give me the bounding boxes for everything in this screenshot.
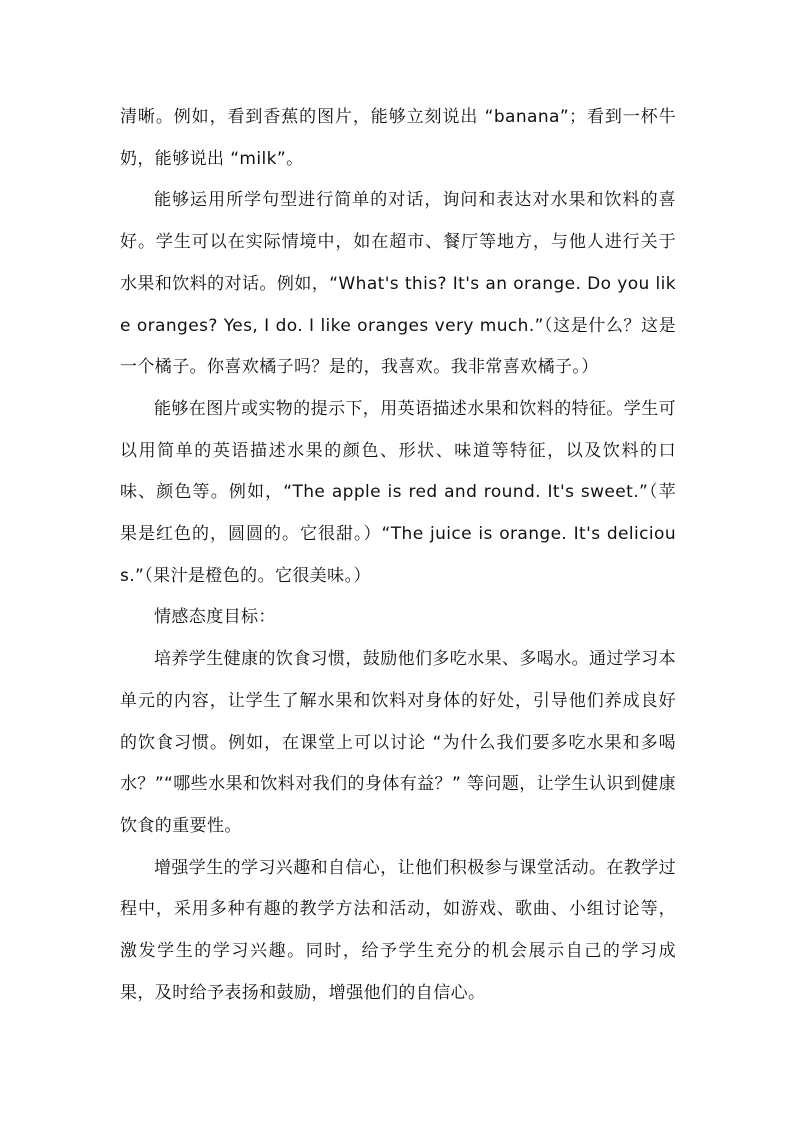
paragraph-description-goal: 能够在图片或实物的提示下，用英语描述水果和饮料的特征。学生可以用简单的英语描述水果的颜色、形状、味道等特征，以及饮料的口味、颜色等。例如，“The apple is red and round. It's sweet.”（苹果是红色的，圆圆的。它很甜。）“The juice is orange. It's delicious.”（果汁是橙色的。它很美味。） (120, 398, 676, 586)
paragraph-fruit-words: 清晰。例如，看到香蕉的图片，能够立刻说出 “banana”；看到一杯牛奶，能够说出 “milk”。 (120, 107, 676, 169)
document-page (120, 97, 676, 1014)
paragraph-healthy-eating: 培养学生健康的饮食习惯，鼓励他们多吃水果、多喝水。通过学习本单元的内容，让学生了解水果和饮料对身体的好处，引导他们养成良好的饮食习惯。例如，在课堂上可以讨论 “为什么我们要多吃水果和多喝水？”“哪些水果和饮料对我们的身体有益？” 等问题，让学生认识到健康饮食的重要性。 (120, 649, 676, 836)
paragraph-interest-confidence: 增强学生的学习兴趣和自信心，让他们积极参与课堂活动。在教学过程中，采用多种有趣的教学方法和活动，如游戏、歌曲、小组讨论等，激发学生的学习兴趣。同时，给予学生充分的机会展示自己的学习成果，及时给予表扬和鼓励，增强他们的自信心。 (120, 857, 676, 1003)
section-heading-emotional-goals: 情感态度目标： (154, 607, 276, 628)
paragraph-dialogue-goal: 能够运用所学句型进行简单的对话，询问和表达对水果和饮料的喜好。学生可以在实际情境中，如在超市、餐厅等地方，与他人进行关于水果和饮料的对话。例如，“What's this? It's an orange. Do you like oranges? Yes, I do. I like oranges very much.”（这是什么？这是一个橘子。你喜欢橘子吗？是的，我喜欢。我非常喜欢橘子。） (120, 190, 676, 378)
